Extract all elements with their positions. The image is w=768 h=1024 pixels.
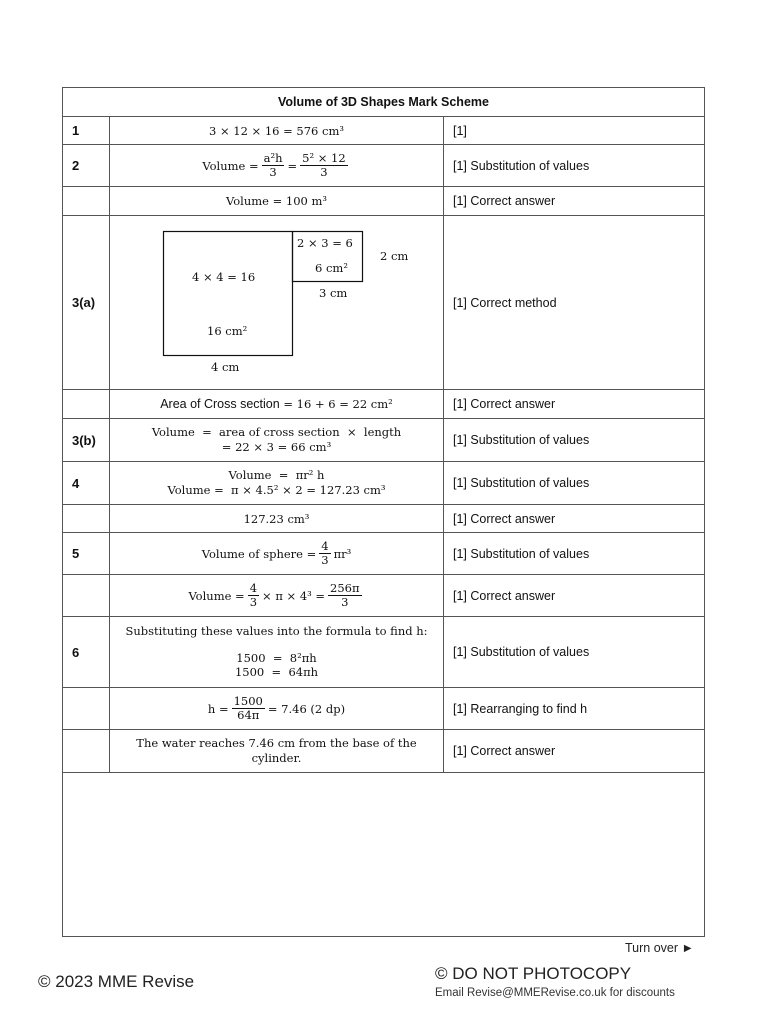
- discount-email-text: Email Revise@MMERevise.co.uk for discounts: [435, 987, 675, 999]
- answer-cell: [110, 688, 444, 729]
- table-row: [63, 187, 704, 216]
- equals-sign: =: [287, 158, 298, 173]
- question-number: 2: [63, 145, 110, 186]
- answer-cell: [110, 730, 444, 772]
- answer-expression: = 16 + 6 = 22 cm²: [279, 397, 393, 411]
- answer-cell: 3 × 12 × 16 = 576 cm³: [110, 117, 444, 144]
- table-row: [63, 505, 704, 533]
- mark-cell: [1] Substitution of values: [453, 546, 590, 561]
- do-not-photocopy-text: © DO NOT PHOTOCOPY: [435, 964, 632, 983]
- mark-cell: [1] Correct method: [453, 295, 557, 310]
- fraction-denominator: 3: [249, 595, 258, 609]
- answer-line: cylinder.: [251, 751, 302, 765]
- table-row: [63, 390, 704, 419]
- answer-line: 1500 = 8²πh: [236, 650, 317, 665]
- table-row: [63, 575, 704, 617]
- answer-prefix: h =: [207, 701, 229, 716]
- table-row: [63, 730, 704, 773]
- answer-suffix: πr³: [333, 546, 352, 561]
- answer-cell: Volume = 100 m³: [110, 187, 444, 215]
- answer-line: = 22 × 3 = 66 cm³: [221, 440, 332, 454]
- table-row: [63, 419, 704, 462]
- answer-cell: [110, 533, 444, 574]
- fraction-denominator: 3: [269, 165, 277, 179]
- answer-line: 1500 = 64πh: [234, 665, 319, 680]
- fraction-numerator: 256π: [330, 580, 360, 595]
- answer-line: Volume = πr² h: [228, 468, 325, 483]
- question-number: 4: [63, 462, 110, 504]
- answer-prefix: Volume =: [188, 588, 245, 603]
- question-number: [63, 575, 110, 616]
- question-number: 3(a): [63, 216, 110, 389]
- answer-cell: [110, 462, 444, 504]
- question-number: 3(b): [63, 419, 110, 461]
- answer-cell: [110, 617, 444, 687]
- question-number: 5: [63, 533, 110, 574]
- table-row: [63, 117, 704, 145]
- mark-cell: [1] Rearranging to find h: [453, 701, 588, 716]
- mark-scheme-table: [62, 87, 705, 937]
- table-title: Volume of 3D Shapes Mark Scheme: [278, 95, 489, 109]
- fraction-denominator: 3: [321, 553, 329, 567]
- fraction: [232, 695, 265, 722]
- question-number: 6: [63, 617, 110, 687]
- table-row: [63, 533, 704, 575]
- answer-prefix: Volume of sphere =: [201, 546, 317, 561]
- question-number: [63, 187, 110, 215]
- answer-cell: 127.23 cm³: [110, 505, 444, 532]
- question-number: [63, 505, 110, 532]
- small-rectangle-width-label: 3 cm: [319, 286, 348, 300]
- answer-prefix: Volume =: [202, 158, 259, 173]
- table-row: [63, 617, 704, 688]
- mark-cell: [1] Substitution of values: [453, 158, 590, 173]
- question-number: 1: [63, 117, 110, 144]
- cross-section-shape: [110, 216, 444, 390]
- turn-over-label: Turn over ►: [625, 941, 694, 955]
- table-title-row: [63, 88, 704, 117]
- big-rectangle-unit-area: 16 cm²: [207, 324, 248, 338]
- question-number: [63, 390, 110, 418]
- answer-cell: [110, 216, 444, 389]
- fraction-numerator: 5² × 12: [302, 150, 346, 165]
- fraction-denominator: 3: [320, 165, 328, 179]
- answer-cell: [110, 145, 444, 186]
- mark-cell: [1] Correct answer: [453, 511, 556, 526]
- mark-cell: [1]: [453, 123, 467, 138]
- fraction-numerator: 1500: [233, 693, 263, 708]
- table-row: [63, 462, 704, 505]
- fraction: [262, 152, 285, 179]
- table-row: [63, 688, 704, 730]
- fraction: [248, 582, 259, 609]
- fraction-numerator: a²h: [263, 150, 283, 165]
- question-number: [63, 730, 110, 772]
- table-row: [63, 145, 704, 187]
- mark-cell: [1] Correct answer: [453, 588, 556, 603]
- mark-cell: [1] Correct answer: [453, 194, 556, 208]
- mark-cell: [1] Correct answer: [453, 397, 556, 411]
- answer-line: The water reaches 7.46 cm from the base of the: [136, 736, 417, 751]
- answer-cell: [110, 390, 444, 418]
- answer-line: Substituting these values into the formula to find h:: [125, 623, 428, 638]
- fraction-denominator: 3: [341, 595, 349, 609]
- fraction: [328, 582, 362, 609]
- answer-cell: [110, 419, 444, 461]
- answer-line: Volume = area of cross section × length: [151, 425, 402, 440]
- big-rectangle-area: 4 × 4 = 16: [192, 270, 256, 284]
- mark-cell: [1] Substitution of values: [453, 476, 590, 490]
- big-rectangle-width-label: 4 cm: [211, 360, 240, 374]
- small-rectangle-height-label: 2 cm: [380, 249, 409, 263]
- small-rectangle-area: 2 × 3 = 6: [297, 236, 353, 250]
- fraction-numerator: 4: [321, 538, 329, 553]
- mark-cell: [1] Substitution of values: [453, 433, 590, 447]
- answer-middle: × π × 4³ =: [262, 588, 326, 603]
- fraction: [319, 540, 330, 567]
- copyright-text: © 2023 MME Revise: [38, 972, 195, 991]
- answer-suffix: = 7.46 (2 dp): [267, 701, 346, 716]
- answer-cell: [110, 575, 444, 616]
- answer-prefix: Area of Cross section: [160, 397, 280, 411]
- answer-line: Volume = π × 4.5² × 2 = 127.23 cm³: [167, 483, 386, 497]
- mark-cell: [1] Substitution of values: [453, 645, 590, 659]
- question-number: [63, 688, 110, 729]
- cross-section-diagram: [110, 216, 444, 390]
- small-rectangle-unit-area: 6 cm²: [315, 261, 348, 275]
- fraction-denominator: 64π: [237, 708, 260, 722]
- mark-cell: [1] Correct answer: [453, 744, 556, 758]
- table-row: [63, 216, 704, 390]
- fraction: [300, 152, 348, 179]
- fraction-numerator: 4: [249, 580, 258, 595]
